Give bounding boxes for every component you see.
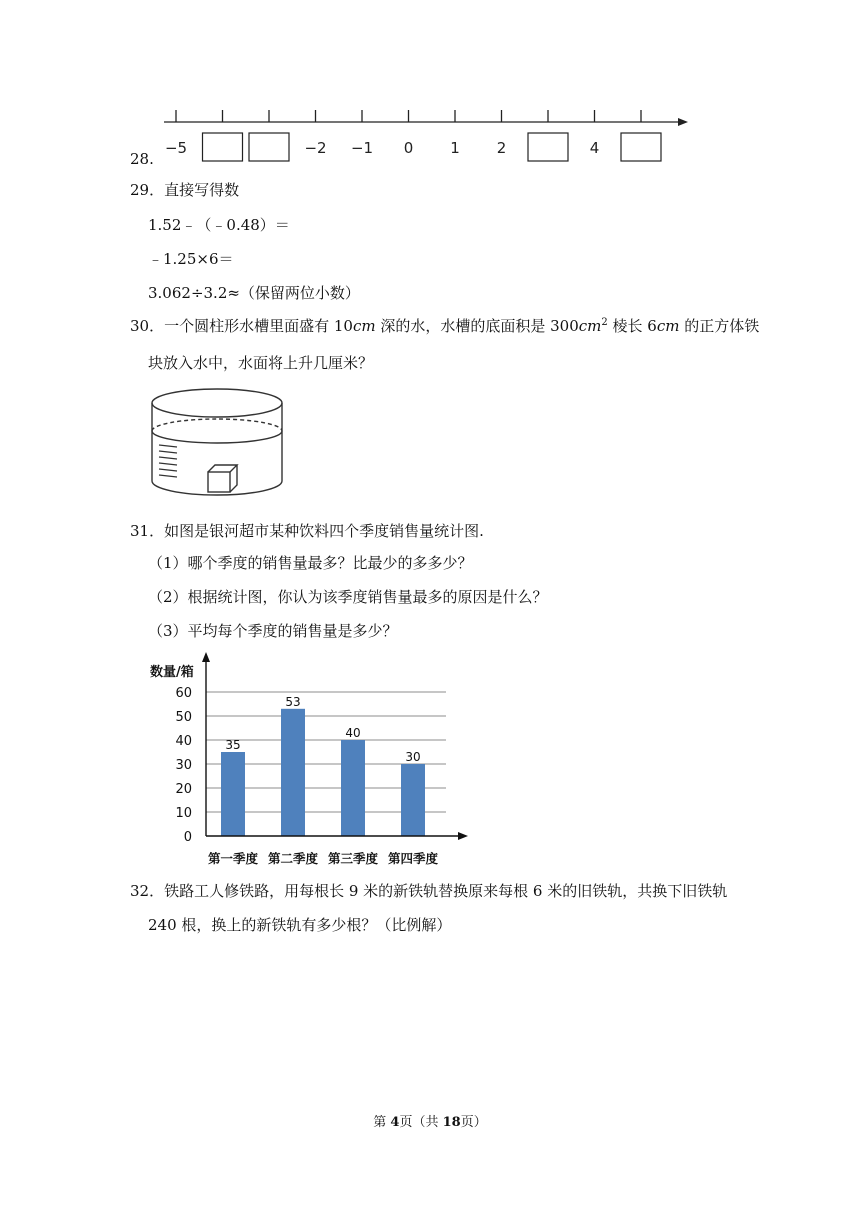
- number-line-label: 2: [496, 139, 507, 157]
- question-29-title: 29．直接写得数: [130, 181, 240, 199]
- y-tick-label: 40: [175, 734, 192, 749]
- y-tick-label: 50: [175, 710, 192, 725]
- number-line-figure: [158, 100, 698, 170]
- calc-line-2: ﹣1.25×6＝: [148, 250, 234, 268]
- number-line-label: −2: [304, 139, 327, 157]
- subquestion-2: （2）根据统计图，你认为该季度销售量最多的原因是什么？: [148, 588, 548, 606]
- question-30-line-2: 块放入水中，水面将上升几厘米？: [148, 354, 374, 372]
- question-32-line-2: 240 根，换上的新铁轨有多少根？（比例解）: [148, 916, 452, 934]
- number-line-label: −5: [164, 139, 188, 157]
- x-category-label: 第一季度: [207, 851, 259, 866]
- y-tick-label: 20: [175, 782, 192, 797]
- y-axis-label: 数量/箱: [150, 665, 194, 680]
- x-category-label: 第四季度: [387, 851, 439, 866]
- x-category-label: 第三季度: [327, 851, 379, 866]
- number-line-label: −1: [350, 139, 374, 157]
- bar-value-label: 30: [405, 750, 421, 764]
- calc-line-3: 3.062÷3.2≈（保留两位小数）: [148, 284, 360, 302]
- number-line-label: 0: [403, 139, 414, 157]
- bar-value-label: 35: [225, 738, 241, 752]
- sales-bar-chart: [150, 650, 470, 868]
- cube-icon: [208, 465, 237, 492]
- page-footer: 第 4页（共 18页）: [373, 1115, 487, 1130]
- number-line-arrow-icon: [678, 118, 688, 126]
- question-30-line-1: 30．一个圆柱形水槽里面盛有 10cm 深的水，水槽的底面积是 $300cm^2$ 棱长 6cm 的正方体铁: [130, 317, 760, 335]
- question-32-line-1: 32．铁路工人修铁路，用每根长 9 米的新铁轨替换原来每根 6 米的旧铁轨，共换下旧铁轨: [130, 882, 728, 900]
- y-tick-label: 10: [175, 806, 192, 821]
- bar-value-label: 40: [345, 726, 361, 740]
- bar: [221, 752, 245, 836]
- subquestion-3: （3）平均每个季度的销售量是多少？: [148, 622, 398, 640]
- calc-line-1: 1.52﹣（﹣0.48）＝: [148, 216, 290, 234]
- y-tick-label: 60: [175, 686, 192, 701]
- question-28-number: 28.: [130, 150, 154, 168]
- answer-box[interactable]: [203, 133, 243, 161]
- answer-box[interactable]: [249, 133, 289, 161]
- bar: [401, 764, 425, 836]
- number-line-label: 1: [450, 139, 460, 157]
- answer-box[interactable]: [621, 133, 661, 161]
- y-tick-label: 30: [175, 758, 192, 773]
- bar: [281, 709, 305, 836]
- bar-value-label: 53: [285, 694, 301, 709]
- number-line-label: 4: [589, 139, 600, 157]
- y-tick-label: 0: [183, 830, 192, 845]
- answer-box[interactable]: [528, 133, 568, 161]
- question-31-title: 31．如图是银河超市某种饮料四个季度销售量统计图.: [130, 522, 484, 540]
- water-tank-figure: [145, 385, 290, 500]
- x-category-label: 第二季度: [267, 851, 319, 866]
- subquestion-1: （1）哪个季度的销售量最多？比最少的多多少？: [148, 554, 473, 572]
- bar: [341, 740, 365, 836]
